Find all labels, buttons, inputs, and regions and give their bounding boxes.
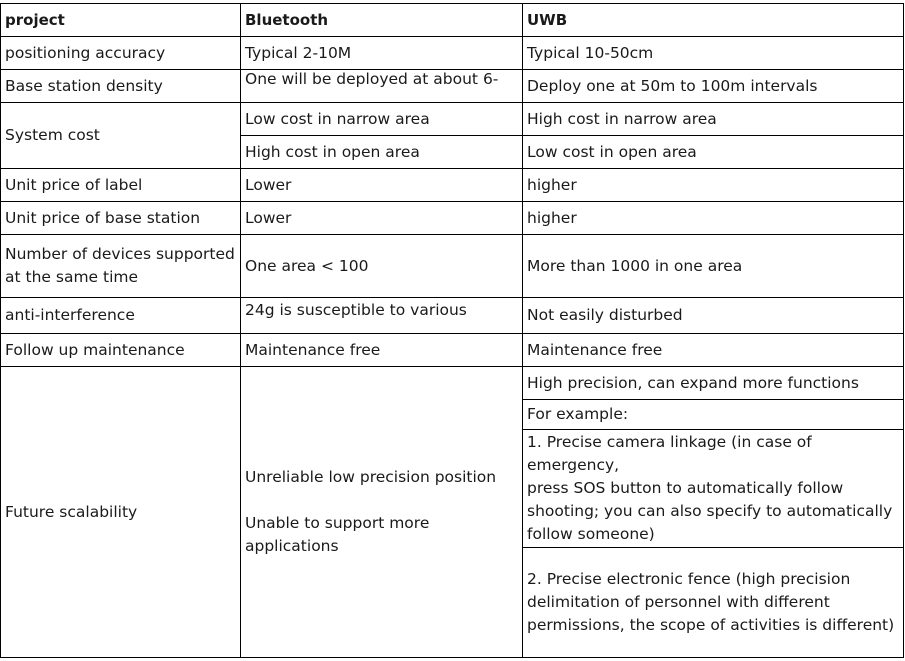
row-maintenance-bluetooth: [241, 334, 523, 366]
cell-text-line: Number of devices supported: [5, 245, 235, 263]
cell-text-line: Unreliable low precision position: [245, 468, 497, 486]
row-interference-bluetooth: [241, 298, 523, 333]
row-devices-label: [1, 235, 241, 297]
grid-line: [240, 3, 241, 658]
cell-text-line: at the same time: [5, 268, 139, 286]
row-accuracy-uwb: [523, 37, 904, 69]
cell-text: higher: [527, 175, 577, 194]
row-label-price-uwb: [523, 169, 904, 201]
header-project: [1, 4, 241, 36]
header-bluetooth: [241, 4, 523, 36]
row-density-uwb: [523, 70, 904, 102]
row-cost-label: [1, 103, 241, 168]
row-scalability-uwb-2: [523, 400, 904, 429]
cell-text: System cost: [5, 126, 100, 144]
cell-text: anti-interference: [5, 306, 135, 324]
grid-line: [0, 657, 904, 658]
cell-text: Deploy one at 50m to 100m intervals: [527, 76, 818, 95]
grid-line: [0, 366, 904, 367]
cell-text: Unit price of base station: [5, 208, 201, 227]
row-accuracy-bluetooth: [241, 37, 523, 69]
row-density-label: [1, 70, 241, 102]
cell-text: Base station density: [5, 76, 163, 95]
row-label-price-label: [1, 169, 241, 201]
cell-text: Typical 2-10M: [245, 43, 352, 62]
grid-line: [0, 69, 904, 70]
row-scalability-label: [1, 367, 241, 657]
header-uwb-text: UWB: [527, 10, 568, 29]
row-cost-uwb-open: [523, 136, 904, 168]
cell-text: Follow up maintenance: [5, 340, 185, 359]
cell-text: Future scalability: [5, 502, 138, 521]
cell-text: One will be deployed at about 6-: [245, 70, 499, 88]
grid-line: [903, 3, 904, 658]
cell-text-line: permissions, the scope of activities is different): [527, 616, 895, 634]
row-label-price-bluetooth: [241, 169, 523, 201]
row-interference-uwb: [523, 298, 904, 333]
cell-text: Typical 10-50cm: [527, 43, 654, 62]
grid-line: [0, 3, 1, 658]
grid-line: [523, 429, 904, 430]
row-scalability-bluetooth: [241, 367, 523, 657]
grid-line: [523, 547, 904, 548]
grid-line: [0, 36, 904, 37]
cell-text: Unit price of label: [5, 175, 143, 194]
grid-line: [523, 399, 904, 400]
cell-text: Lower: [245, 175, 292, 194]
cell-text-line: follow someone): [527, 525, 655, 543]
row-interference-label: [1, 298, 241, 333]
cell-text: High cost in narrow area: [527, 109, 717, 128]
grid-line: [0, 297, 904, 298]
grid-line: [0, 3, 904, 4]
grid-line: [241, 135, 904, 136]
cell-text: High precision, can expand more functions: [527, 373, 859, 392]
cell-text: Low cost in open area: [527, 142, 697, 161]
row-maintenance-uwb: [523, 334, 904, 366]
grid-line: [0, 168, 904, 169]
row-accuracy-label: [1, 37, 241, 69]
grid-line: [0, 201, 904, 202]
cell-text: Lower: [245, 208, 292, 227]
row-cost-bluetooth-narrow: [241, 103, 523, 135]
cell-text: High cost in open area: [245, 142, 420, 161]
cell-text: Maintenance free: [527, 340, 663, 359]
cell-text-line: applications: [245, 537, 339, 555]
row-maintenance-label: [1, 334, 241, 366]
grid-line: [0, 102, 904, 103]
header-uwb: [523, 4, 904, 36]
cell-text-line: 1. Precise camera linkage (in case of emergency,: [527, 433, 812, 474]
row-scalability-uwb-1: [523, 367, 904, 399]
cell-text: One area < 100: [245, 256, 369, 275]
cell-text-line: 2. Precise electronic fence (high precision: [527, 570, 851, 588]
cell-text: Maintenance free: [245, 340, 381, 359]
row-cost-bluetooth-open: [241, 136, 523, 168]
grid-line: [0, 333, 904, 334]
cell-text-line: press SOS button to automatically follow: [527, 479, 844, 497]
cell-text-line: delimitation of personnel with different: [527, 593, 830, 611]
cell-text-line: shooting; you can also specify to automatically: [527, 502, 893, 520]
header-project-text: project: [5, 10, 65, 29]
row-station-price-label: [1, 202, 241, 234]
cell-text-line: Unable to support more: [245, 514, 430, 532]
row-station-price-bluetooth: [241, 202, 523, 234]
cell-text: More than 1000 in one area: [527, 256, 743, 275]
row-devices-bluetooth: [241, 235, 523, 297]
cell-text: higher: [527, 208, 577, 227]
cell-text: 24g is susceptible to various: [245, 301, 467, 319]
grid-line: [522, 3, 523, 658]
row-cost-uwb-narrow: [523, 103, 904, 135]
cell-text: For example:: [527, 405, 629, 423]
row-scalability-uwb-3: [523, 430, 904, 547]
header-bluetooth-text: Bluetooth: [245, 10, 329, 29]
grid-line: [0, 234, 904, 235]
cell-text: Not easily disturbed: [527, 306, 683, 324]
cell-text: Low cost in narrow area: [245, 109, 430, 128]
row-scalability-uwb-4: [523, 548, 904, 657]
row-devices-uwb: [523, 235, 904, 297]
cell-text: positioning accuracy: [5, 43, 166, 62]
row-density-bluetooth: [241, 70, 523, 102]
row-station-price-uwb: [523, 202, 904, 234]
